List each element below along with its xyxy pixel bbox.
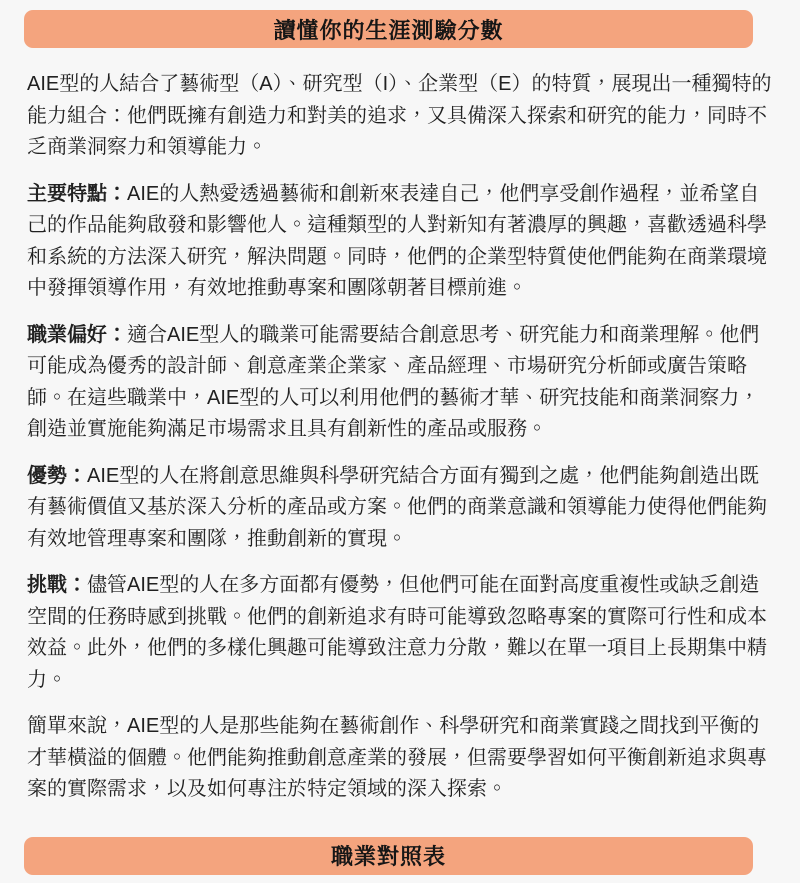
paragraph-text: 適合AIE型人的職業可能需要結合創意思考、研究能力和商業理解。他們可能成為優秀的設計師、創意產業企業家、產品經理、市場研究分析師或廣告策略師。在這些職業中，AIE型的人可以利用他們的藝術才華、研究技能和商業洞察力，創造並實施能夠滿足市場需求且具有創新性的產品或服務。: [27, 323, 760, 440]
paragraph-summary: [27, 711, 772, 806]
paragraph-intro: [27, 69, 772, 164]
section-header-occupation-table: [24, 837, 753, 875]
paragraph-label: 優勢：: [27, 464, 87, 487]
section-header-test-scores: [24, 10, 753, 48]
paragraph-text: 簡單來說，AIE型的人是那些能夠在藝術創作、科學研究和商業實踐之間找到平衡的才華橫溢的個體。他們能夠推動創意產業的發展，但需要學習如何平衡創新追求與專案的實際需求，以及如何專注於特定領域的深入探索。: [27, 715, 767, 800]
paragraph-text: 儘管AIE型的人在多方面都有優勢，但他們可能在面對高度重複性或缺乏創造空間的任務時感到挑戰。他們的創新追求有時可能導致忽略專案的實際可行性和成本效益。此外，他們的多樣化興趣可能導致注意力分散，難以在單一項目上長期集中精力。: [27, 574, 767, 691]
paragraph-career-preferences: [27, 320, 772, 446]
aie-description-content: [0, 48, 800, 827]
paragraph-label: 主要特點：: [27, 182, 127, 205]
paragraph-strengths: [27, 461, 772, 556]
career-report-page: [0, 10, 800, 875]
paragraph-label: 職業偏好：: [27, 323, 127, 346]
section-title-test-scores: 讀懂你的生涯測驗分數: [273, 17, 504, 43]
paragraph-text: AIE型的人結合了藝術型（A）、研究型（I）、企業型（E）的特質，展現出一種獨特的能力組合：他們既擁有創造力和對美的追求，又具備深入探索和研究的能力，同時不乏商業洞察力和領導能力。: [27, 73, 772, 158]
paragraph-challenges: [27, 570, 772, 696]
paragraph-text: AIE型的人在將創意思維與科學研究結合方面有獨到之處，他們能夠創造出既有藝術價值又基於深入分析的產品或方案。他們的商業意識和領導能力使得他們能夠有效地管理專案和團隊，推動創新的實現。: [27, 464, 767, 550]
paragraph-main-traits: [27, 179, 772, 305]
paragraph-text: AIE的人熱愛透過藝術和創新來表達自己，他們享受創作過程，並希望自己的作品能夠啟發和影響他人。這種類型的人對新知有著濃厚的興趣，喜歡透過科學和系統的方法深入研究，解決問題。同時，他們的企業型特質使他們能夠在商業環境中發揮領導作用，有效地推動專案和團隊朝著目標前進。: [27, 182, 767, 299]
section-title-occupation-table: 職業對照表: [330, 844, 446, 869]
paragraph-label: 挑戰：: [27, 574, 87, 596]
